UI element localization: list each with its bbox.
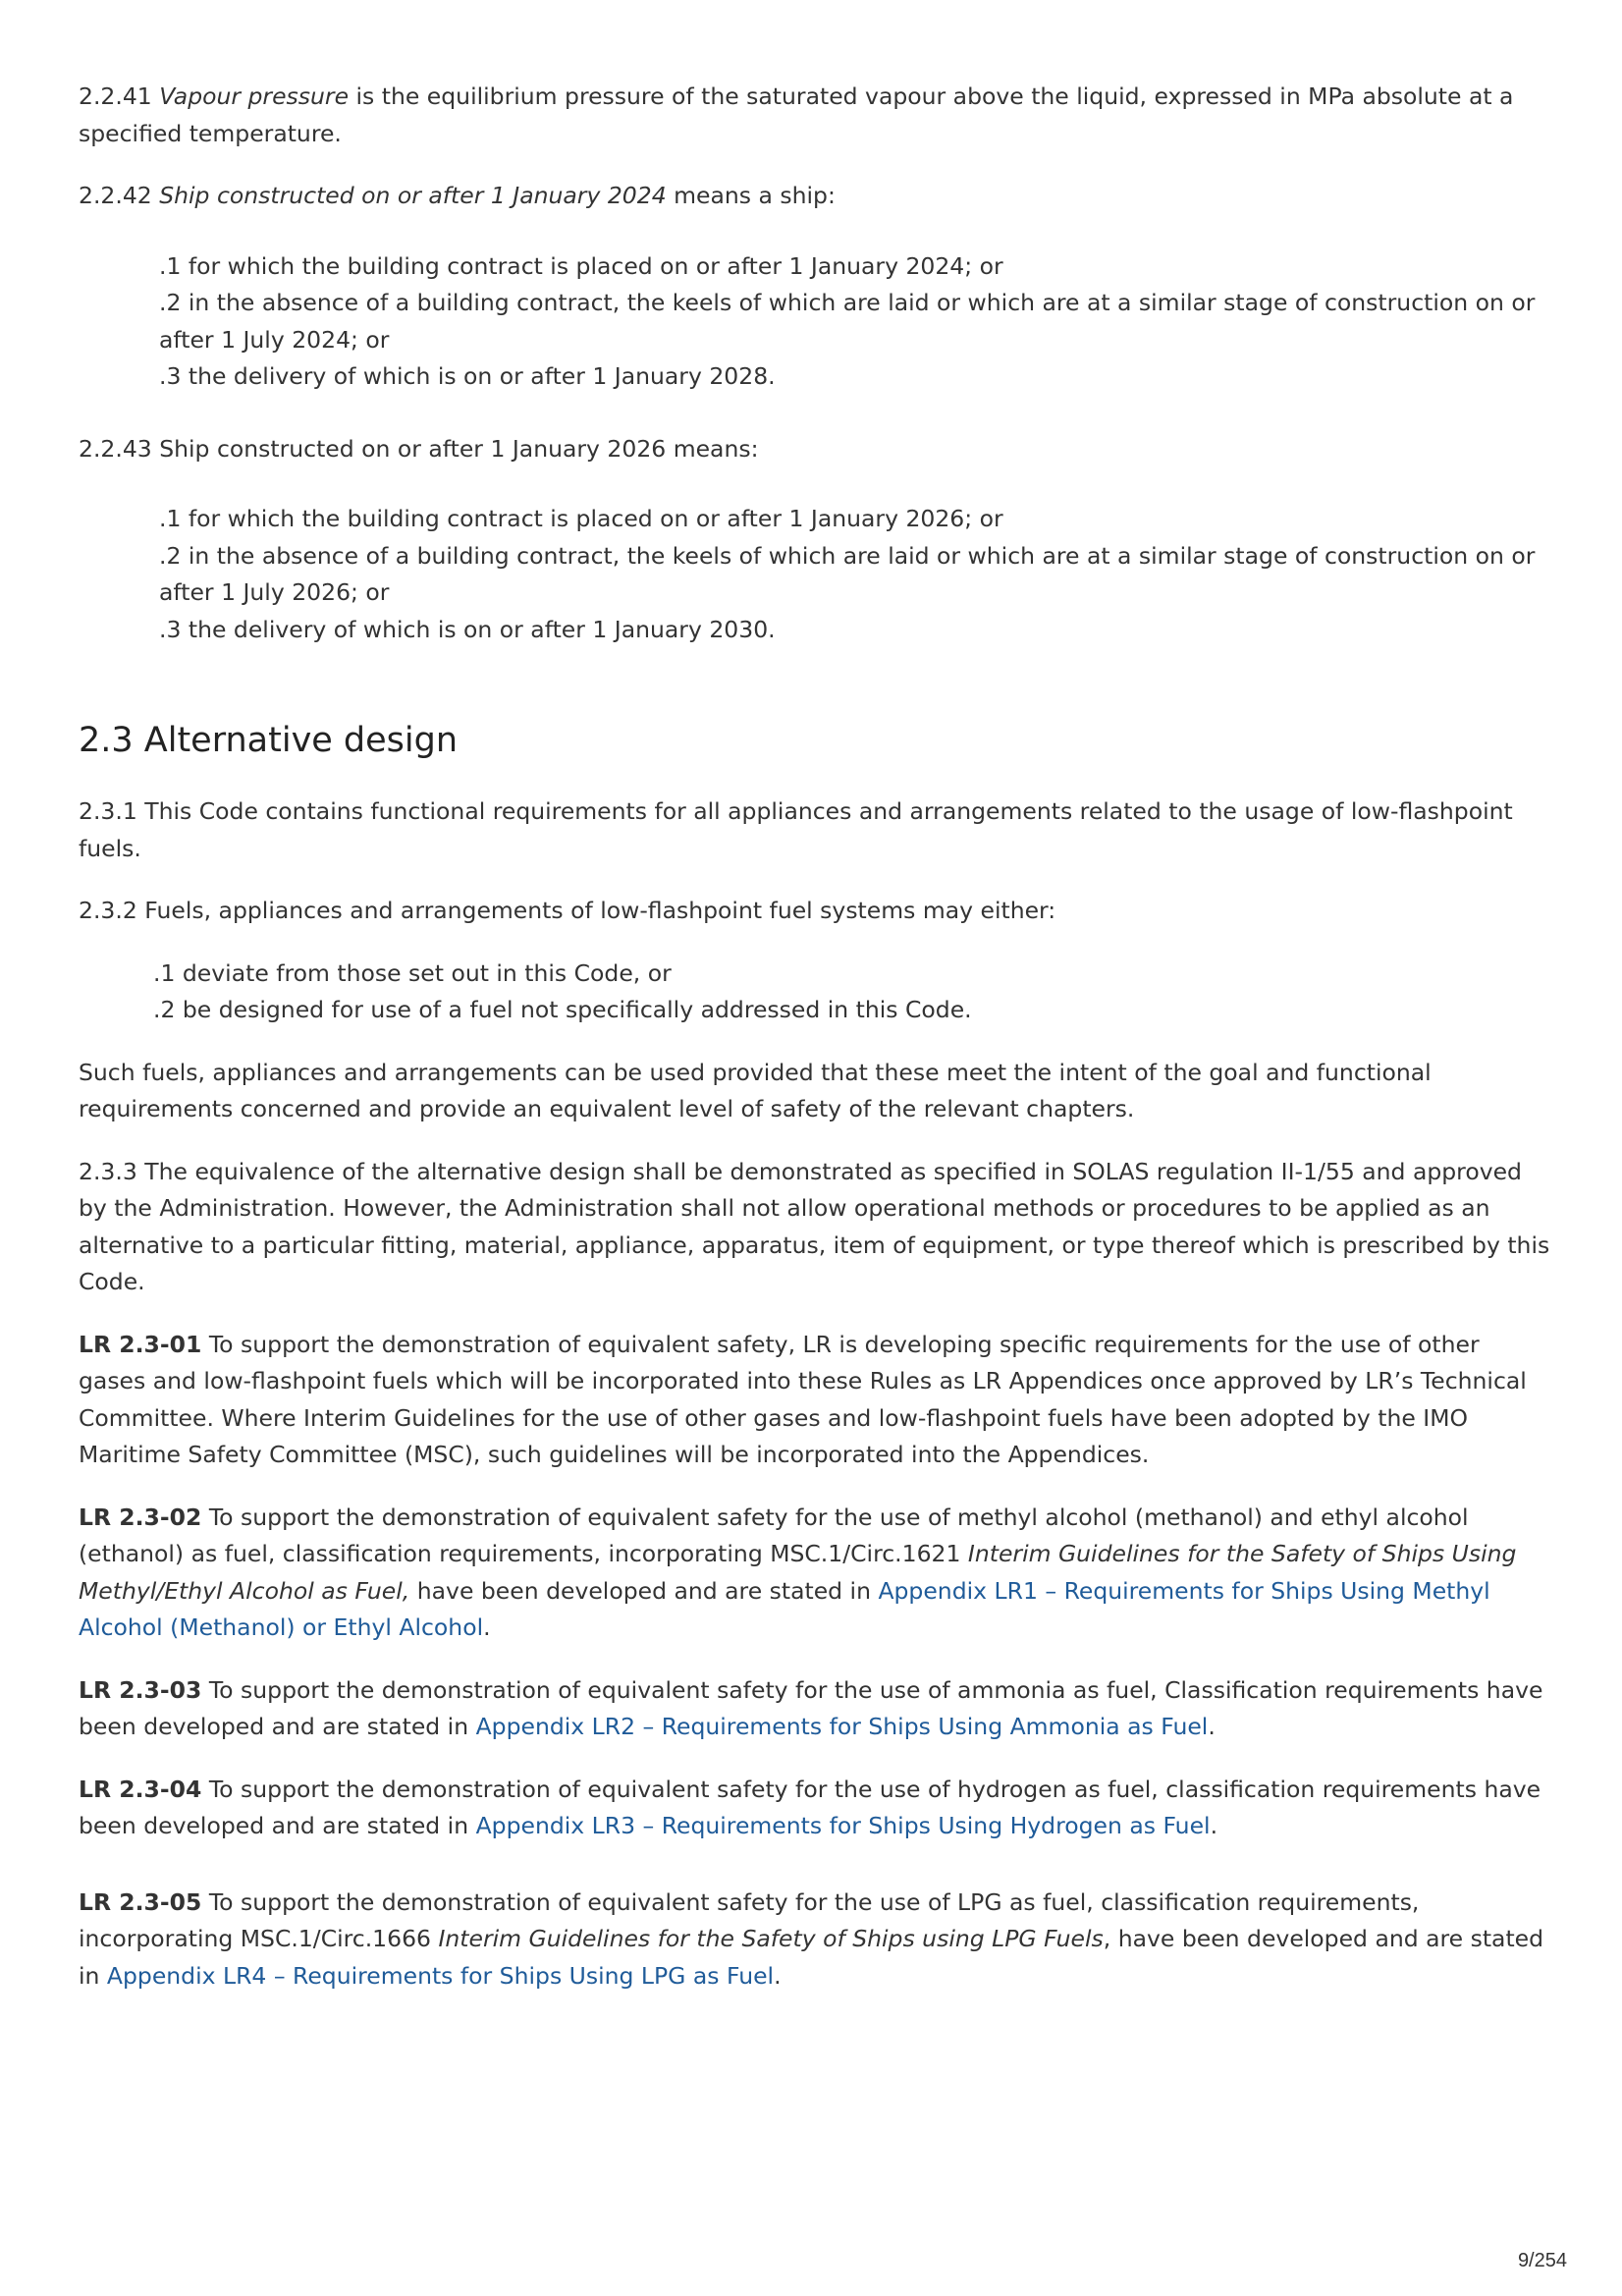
lr-label: LR 2.3-05	[79, 1887, 202, 1916]
clause-2-3-2-list	[79, 956, 1551, 1029]
lr-label: LR 2.3-03	[79, 1675, 202, 1704]
clause-2-2-42: 2.2.42 Ship constructed on or after 1 January 2024 means a ship:	[79, 182, 836, 209]
clause-2-2-43: 2.2.43 Ship constructed on or after 1 January 2026 means:	[79, 434, 759, 463]
list-item: .3 the delivery of which is on or after 1 January 2028.	[159, 362, 776, 390]
clause-2-2-43-list	[79, 501, 1551, 648]
list-item: .1 for which the building contract is placed on or after 1 January 2026; or	[159, 505, 1003, 532]
clause-2-3-2: 2.3.2 Fuels, appliances and arrangements of low-flashpoint fuel systems may either:	[79, 897, 1056, 924]
appendix-lr2-link[interactable]: Appendix LR2 – Requirements for Ships Using Ammonia as Fuel	[475, 1713, 1209, 1740]
clause-2-3-3: 2.3.3 The equivalence of the alternative design shall be demonstrated as specified in SOLAS regulation II-1/55 and approved by the Administration. However, the Administration shall not allow operational methods or procedures to be applied as an alternative to a particular fitting, material, appliance, apparatus, item of equipment, or type thereof which is prescribed by this Code.	[79, 1157, 1550, 1295]
lr-2-3-04: LR 2.3-04 To support the demonstration of equivalent safety for the use of hydrogen as fuel, classification requirements have been developed and are stated in Appendix LR3 – Requirements for Ships Using Hydrogen as Fuel.	[79, 1775, 1541, 1839]
lr-label: LR 2.3-01	[79, 1330, 202, 1358]
clause-2-2-41: 2.2.41 Vapour pressure is the equilibrium pressure of the saturated vapour above the liquid, expressed in MPa absolute at a specified temperature.	[79, 82, 1514, 147]
lr-label: LR 2.3-04	[79, 1775, 202, 1803]
lr-2-3-05: LR 2.3-05 To support the demonstration of equivalent safety for the use of LPG as fuel, classification requirements, incorporating MSC.1/Circ.1666 Interim Guidelines for the Safety of Ships using LPG Fuels, have been developed and are stated in Appendix LR4 – Requirements for Ships Using LPG as Fuel.	[79, 1887, 1544, 1990]
list-item: .3 the delivery of which is on or after 1 January 2030.	[159, 615, 776, 643]
clause-2-2-42-list	[79, 248, 1551, 396]
list-item: .2 in the absence of a building contract, the keels of which are laid or which are at a similar stage of construction on or after 1 July 2024; or	[159, 289, 1536, 354]
document-page	[79, 79, 1551, 2020]
term: Vapour pressure	[159, 82, 350, 110]
list-item: .1 deviate from those set out in this Code, or	[153, 958, 672, 987]
lr-2-3-03: LR 2.3-03 To support the demonstration of equivalent safety for the use of ammonia as fuel, Classification requirements have been developed and are stated in Appendix LR2 – Requirements for Ships Using Ammonia as Fuel.	[79, 1675, 1543, 1740]
term: Ship constructed on or after 1 January 2024	[159, 182, 667, 209]
appendix-lr3-link[interactable]: Appendix LR3 – Requirements for Ships Using Hydrogen as Fuel	[475, 1812, 1211, 1839]
appendix-lr4-link[interactable]: Appendix LR4 – Requirements for Ships Using LPG as Fuel	[106, 1961, 775, 1990]
clause-2-3-1: 2.3.1 This Code contains functional requirements for all appliances and arrangements related to the usage of low-flashpoint fuels.	[79, 797, 1513, 862]
appendix-lr1-link[interactable]: Appendix LR1 – Requirements for Ships Using Methyl Alcohol (Methanol) or Ethyl Alcohol	[79, 1576, 1490, 1641]
lr-2-3-02: LR 2.3-02 To support the demonstration of equivalent safety for the use of methyl alcohol (methanol) and ethyl alcohol (ethanol) as fuel, classification requirements, incorporating MSC.1/Circ.1621 Interim Guidelines for the Safety of Ships Using Methyl/Ethyl Alcohol as Fuel, have been developed and are stated in Appendix LR1 – Requirements for Ships Using Methyl Alcohol (Methanol) or Ethyl Alcohol.	[79, 1503, 1517, 1641]
lr-label: LR 2.3-02	[79, 1503, 202, 1531]
list-item: .2 in the absence of a building contract, the keels of which are laid or which are at a similar stage of construction on or after 1 July 2026; or	[159, 541, 1536, 606]
section-heading: 2.3 Alternative design	[79, 721, 459, 760]
list-item: .1 for which the building contract is placed on or after 1 January 2024; or	[159, 251, 1003, 280]
page-number: 9/254	[1517, 2250, 1567, 2271]
clause-such-fuels: Such fuels, appliances and arrangements can be used provided that these meet the intent of the goal and functional requirements concerned and provide an equivalent level of safety of the relevant chapters.	[79, 1058, 1432, 1122]
list-item: .2 be designed for use of a fuel not specifically addressed in this Code.	[153, 996, 972, 1023]
lr-2-3-01: LR 2.3-01 To support the demonstration of equivalent safety, LR is developing specific requirements for the use of other gases and low-flashpoint fuels which will be incorporated into these Rules as LR Appendices once approved by LR’s Technical Committee. Where Interim Guidelines for the use of other gases and low-flashpoint fuels have been adopted by the IMO Maritime Safety Committee (MSC), such guidelines will be incorporated into the Appendices.	[79, 1330, 1527, 1468]
